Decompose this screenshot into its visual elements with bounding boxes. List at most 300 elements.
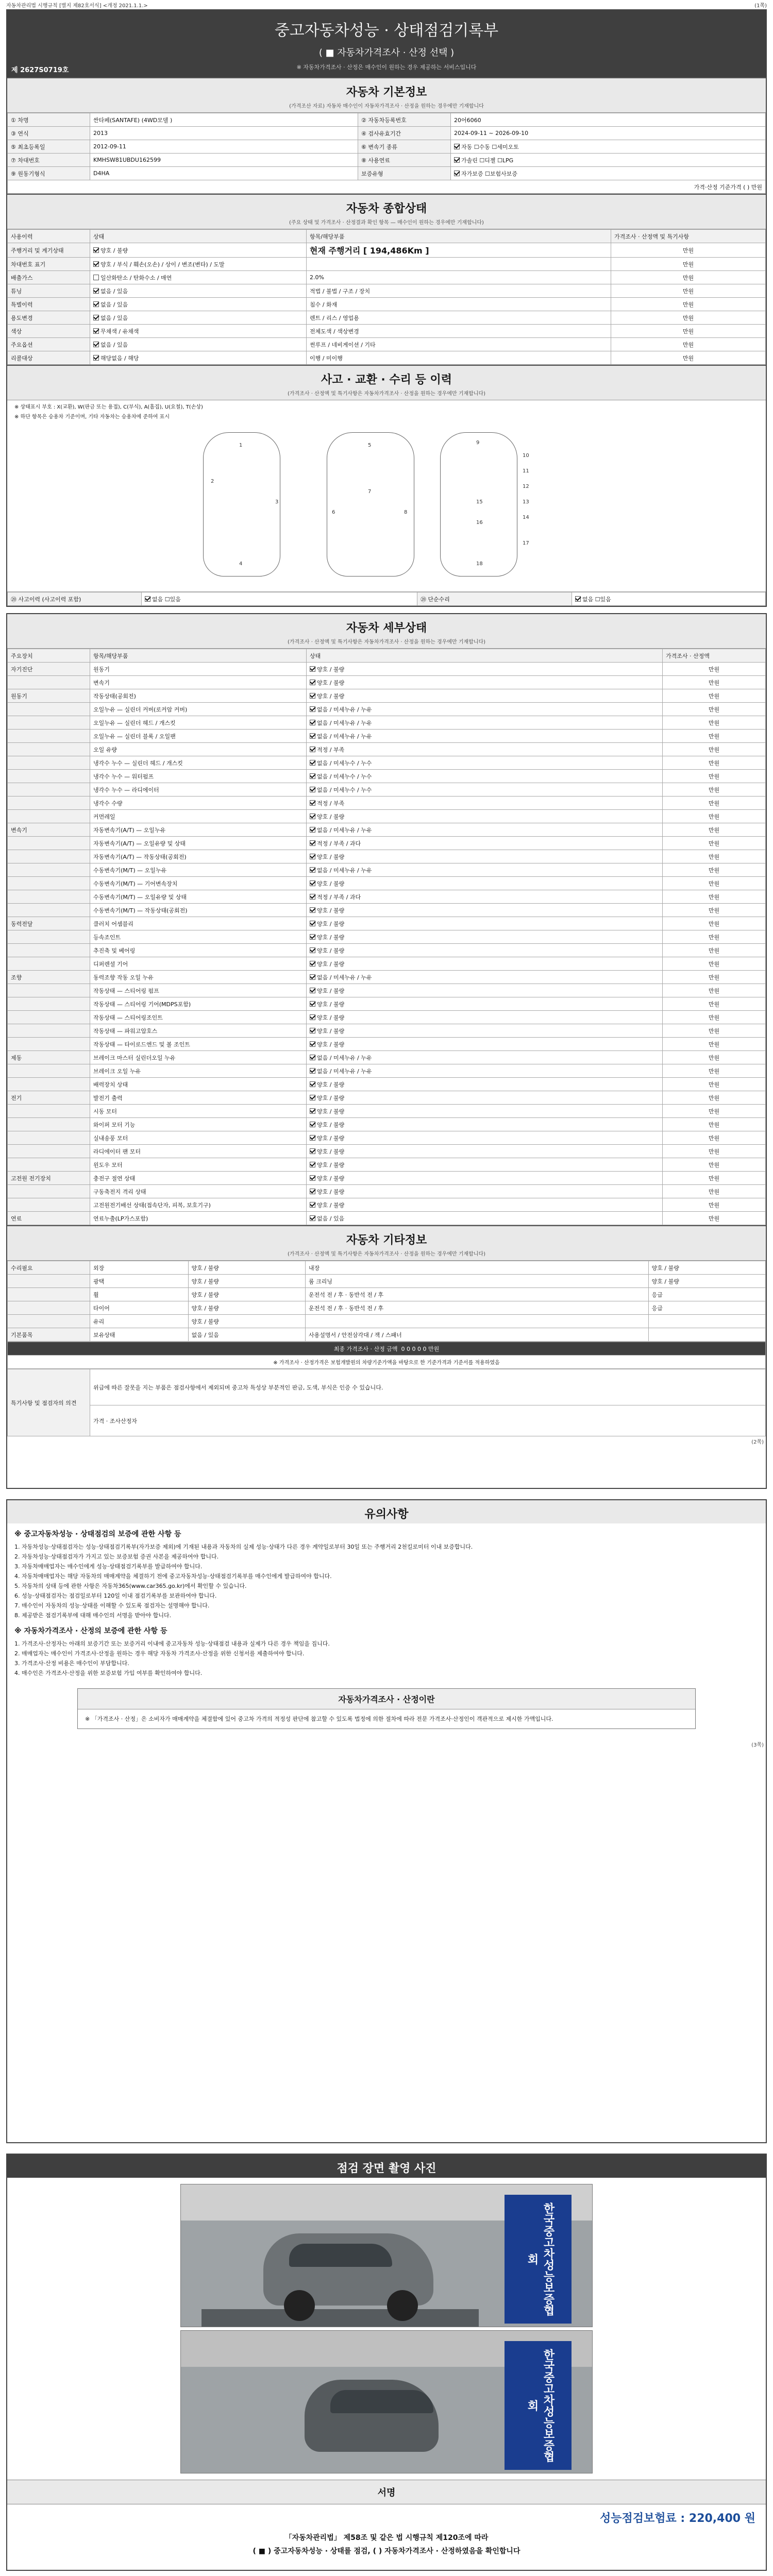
status-cell (307, 1145, 663, 1158)
car-top-view (327, 432, 414, 577)
cell-value: 2012-09-11 (90, 140, 358, 154)
page-3 (6, 1499, 767, 2143)
notice-item: 7. 매수인이 자동차의 성능·상태를 이해할 수 있도록 점검자는 설명해야 합니다. (14, 1602, 210, 1609)
checkbox[interactable] (93, 275, 99, 280)
cell-label: 조향 (8, 971, 90, 984)
checkbox[interactable] (310, 867, 315, 873)
table-row (8, 1078, 766, 1091)
checkbox[interactable] (310, 1215, 315, 1221)
checkbox[interactable] (310, 880, 315, 886)
part-number: 15 (476, 499, 483, 505)
status-cell (307, 1051, 663, 1064)
checkbox[interactable] (310, 666, 315, 672)
checkbox[interactable] (310, 1189, 315, 1194)
option-label: 없음 / 있음 (317, 1215, 345, 1222)
price-cell: 만원 (611, 243, 766, 258)
table-row (8, 1198, 766, 1212)
option-label: 양호 / 불량 (317, 1188, 345, 1195)
cell-label: ⑧ 사용연료 (358, 154, 451, 167)
table-row (8, 127, 766, 140)
checkbox[interactable] (310, 961, 315, 967)
checkbox[interactable] (310, 706, 315, 712)
checkbox[interactable] (93, 315, 99, 320)
cell-label: 변속기 (8, 823, 90, 837)
cell-label: ⑨ 원동기형식 (8, 167, 90, 180)
cell-label (8, 796, 90, 810)
cell-label: 연료 (8, 1212, 90, 1225)
part-number: 16 (476, 520, 483, 526)
cell-value: 전체도색 / 색상변경 (307, 325, 611, 338)
cell-label (8, 944, 90, 957)
checkbox[interactable] (310, 1108, 315, 1114)
table-row (8, 1051, 766, 1064)
column-header: 항목/해당부품 (90, 649, 307, 663)
cell-value (572, 592, 765, 606)
notice-item: 2. 매매업자는 매수인이 가격조사·산정을 원하는 경우 해당 자동차 가격조사·산정을 위한 신청서를 제출하여야 합니다. (14, 1650, 305, 1657)
checkbox[interactable] (93, 261, 99, 267)
table-row (8, 351, 766, 365)
section-title: 자동차 세부상태 (7, 614, 766, 637)
table-row (8, 716, 766, 730)
cell-value: 2013 (90, 127, 358, 140)
definition-text: ※ 「가격조사 · 산정」은 소비자가 매매계약을 체결함에 있어 중고차 가격의 적정성 판단에 참고할 수 있도록 법정에 의한 절차에 따라 전문 가격조사·산정인이 객관적으로 제시한 가액입니다. (85, 1716, 553, 1722)
price-base: 가격·산정 기준가격 ( ) 만원 (8, 180, 766, 194)
price-examiner: 가격 · 조사산정자 (90, 1405, 766, 1436)
table-row (8, 837, 766, 850)
table-row (8, 997, 766, 1011)
status-cell (307, 1172, 663, 1185)
checkbox[interactable] (310, 773, 315, 779)
cell-label: ① 차명 (8, 113, 90, 127)
option-label: 양호 / 불량 (317, 1134, 345, 1142)
price-cell: 만원 (663, 1024, 766, 1038)
insurance-fee: 성능점검보험료 : 220,400 원 (600, 2512, 755, 2525)
table-row (8, 592, 766, 606)
table-row (8, 730, 766, 743)
special-notes-text: 위급에 따른 잘못을 지는 부품은 점검사항에서 제외되며 중고차 특성상 부분적인 판금, 도색, 부식은 인증 수 있습니다. (90, 1369, 766, 1405)
cell-value: 작동상태 — 스티어링조인트 (90, 1011, 307, 1024)
form-reference-left: 자동차관리법 시행규칙 [별지 제82호서식] <개정 2021.1.1.> (6, 3, 148, 9)
option-label: 없음 / 미세누수 / 누수 (317, 759, 372, 767)
checkbox[interactable] (454, 144, 460, 149)
checkbox[interactable] (93, 301, 99, 307)
option-label: 양호 / 불량 (317, 1081, 345, 1088)
table-row (8, 1145, 766, 1158)
section-subtitle: (가격조사 · 산정액 및 특기사항은 자동차가격조사 · 산정을 원하는 경우에만 기재합니다) (7, 1249, 766, 1261)
price-cell: 만원 (663, 904, 766, 917)
checkbox[interactable] (93, 355, 99, 361)
table-row (8, 1261, 766, 1275)
column-header: 가격조사 · 산정액 (663, 649, 766, 663)
table-row (8, 606, 766, 607)
cell-label (8, 863, 90, 877)
special-notes-table (7, 1369, 766, 1436)
checkbox[interactable] (93, 328, 99, 334)
cell-label (8, 1118, 90, 1131)
option-label: 양호 / 불량 (317, 920, 345, 927)
table-row (8, 243, 766, 258)
notice-heading: ※ 자동차가격조사 · 산정의 보증에 관한 사항 등 (14, 1627, 167, 1635)
page-number: (2쪽) (751, 1439, 764, 1445)
cell-value: KMHSW81UBDU162599 (90, 154, 358, 167)
final-price-table (7, 1342, 766, 1369)
price-cell: 만원 (663, 1078, 766, 1091)
option-label: 적정 / 부족 / 과다 (317, 893, 361, 901)
checkbox[interactable] (310, 1068, 315, 1074)
price-cell: 만원 (663, 850, 766, 863)
cell-value (142, 606, 572, 607)
checkbox[interactable] (310, 907, 315, 913)
legal-line-2: ( ■ ) 중고자동차성능 · 상태를 점검, ( ) 자동차가격조사 · 산정하였음을 확인합니다 (253, 2547, 520, 2555)
checkbox[interactable] (310, 1122, 315, 1127)
option-label: 양호 / 불량 (317, 1041, 345, 1048)
accident-rank-table (7, 592, 766, 607)
price-cell: 만원 (611, 338, 766, 351)
cell-label (8, 743, 90, 756)
checkbox[interactable] (310, 921, 315, 926)
price-cell: 만원 (663, 1185, 766, 1198)
table-row (8, 1342, 766, 1355)
page-indicator: (1쪽) (754, 3, 767, 9)
price-cell: 만원 (663, 1051, 766, 1064)
checkbox[interactable] (310, 1014, 315, 1020)
status-cell (307, 756, 663, 770)
photos-title: 점검 장면 촬영 사진 (7, 2155, 766, 2178)
price-cell: 만원 (663, 1118, 766, 1131)
status-cell (307, 890, 663, 904)
checkbox[interactable] (310, 693, 315, 699)
cell-label: ③ 연식 (8, 127, 90, 140)
checkbox[interactable] (310, 800, 315, 806)
cell-label (8, 1288, 90, 1301)
final-price-label: 최종 가격조사 · 산정 금액 (333, 1345, 398, 1352)
legend-note: ※ 하단 항목은 승용차 기준이며, 기타 자동차는 승용차에 준하여 표시 (14, 414, 170, 420)
notice-item: 1. 가격조사·산정자는 아래의 보증기간 또는 보증거리 이내에 중고자동차 성능·상태점검 내용과 실제가 다른 경우 책임을 집니다. (14, 1640, 330, 1647)
cell-value (451, 167, 766, 180)
part-number: 7 (368, 489, 372, 495)
option-label: 적정 / 부족 / 과다 (317, 840, 361, 847)
checkbox[interactable] (310, 1041, 315, 1047)
checkbox[interactable] (310, 680, 315, 685)
cell-label (8, 730, 90, 743)
notice-item: 4. 자동차매매업자는 해당 자동차의 매매계약을 체결하기 전에 중고자동차성능·상태점검기록부를 매수인에게 발급하여야 합니다. (14, 1573, 332, 1580)
photo-car (305, 2380, 439, 2452)
checkbox[interactable] (310, 840, 315, 846)
table-row (8, 140, 766, 154)
cell-label: ⑳ 사고이력 (사고이력 포함) (8, 592, 142, 606)
table-header-row (8, 649, 766, 663)
document-number: 제 2627S0719호 (11, 66, 69, 74)
checkbox[interactable] (310, 720, 315, 725)
table-row (8, 1118, 766, 1131)
part-number: 5 (368, 443, 372, 448)
table-row (8, 783, 766, 796)
part-number: 4 (239, 561, 243, 567)
table-row (8, 756, 766, 770)
option-label: 없음 / 있음 (100, 301, 128, 308)
photo-lift (201, 2309, 479, 2327)
cell-value: 수동변속기(M/T) — 오일누유 (90, 863, 307, 877)
table-row (8, 796, 766, 810)
option-label: 없음 / 미세누유 / 누유 (317, 706, 372, 713)
checkbox[interactable] (310, 747, 315, 752)
checkbox[interactable] (93, 288, 99, 294)
table-row (8, 984, 766, 997)
checkbox[interactable] (454, 171, 460, 176)
price-cell: 만원 (663, 1038, 766, 1051)
checkbox[interactable] (310, 827, 315, 833)
status-cell (307, 810, 663, 823)
option-label: 없음 ☐있음 (152, 596, 181, 603)
checkbox[interactable] (93, 247, 99, 253)
checkbox[interactable] (310, 1202, 315, 1208)
price-cell: 만원 (663, 1011, 766, 1024)
status-cell (307, 984, 663, 997)
status-cell (307, 783, 663, 796)
cell-label (8, 850, 90, 863)
checkbox[interactable] (310, 733, 315, 739)
table-row (8, 1328, 766, 1342)
cell-label (8, 606, 142, 607)
cell-label (8, 904, 90, 917)
table-row (8, 770, 766, 783)
status-cell (307, 863, 663, 877)
notice-item: 1. 자동차성능·상태점검자는 성능·상태점검기록부(자가보증 제외)에 기재된 내용과 자동차의 실제 성능·상태가 다른 경우 계약일로부터 30일 또는 주행거리 2천킬로미터 이내 보증합니다. (14, 1544, 473, 1550)
cell-value: 와이퍼 모터 기능 (90, 1118, 307, 1131)
table-row (8, 1301, 766, 1315)
option-label: 자동 ☐수동 ☐세미오토 (461, 143, 519, 150)
final-price-note: ※ 가격조사 · 산정가격은 보험개발원의 차량기준가액을 바탕으로 한 기준가격과 기준서를 적용하였음 (8, 1355, 766, 1369)
option-label: 일산화탄소 / 탄화수소 / 매연 (100, 274, 172, 281)
status-cell (307, 850, 663, 863)
cell-value (648, 1328, 765, 1342)
cell-value (90, 325, 307, 338)
cell-value (90, 311, 307, 325)
cell-value: 응급 (648, 1288, 765, 1301)
price-cell: 만원 (663, 1158, 766, 1172)
cell-label: 수리필요 (8, 1261, 90, 1275)
cell-value: 양호 / 불량 (188, 1275, 305, 1288)
part-number: 13 (523, 499, 529, 505)
status-cell (307, 1212, 663, 1225)
table-row (8, 944, 766, 957)
table-row (8, 1315, 766, 1328)
checkbox[interactable] (93, 342, 99, 347)
notice-item: 5. 자동차의 상태 등에 관한 사항은 자동차365(www.car365.go.kr)에서 확인할 수 있습니다. (14, 1583, 247, 1589)
status-cell (307, 1185, 663, 1198)
checkbox[interactable] (310, 1055, 315, 1060)
option-label: 가솔린 ☐디젤 ☐LPG (461, 157, 514, 164)
status-cell (307, 837, 663, 850)
status-cell (307, 1011, 663, 1024)
table-row (8, 298, 766, 311)
status-cell (307, 1064, 663, 1078)
option-label: 양호 / 불량 (317, 1121, 345, 1128)
checkbox[interactable] (310, 934, 315, 940)
checkbox[interactable] (310, 1175, 315, 1181)
cell-value: 냉각수 누수 — 워터펌프 (90, 770, 307, 783)
cell-label (8, 1064, 90, 1078)
price-cell: 만원 (663, 689, 766, 703)
part-number: 6 (332, 510, 335, 515)
page-number: (3쪽) (751, 1742, 764, 1748)
detail-status-table (7, 649, 766, 1225)
checkbox[interactable] (310, 814, 315, 819)
cell-value: 변속기 (90, 676, 307, 689)
notice-item: 3. 자동차매매업자는 매수인에게 성능·상태점검기록부를 발급하여야 합니다. (14, 1563, 203, 1570)
status-cell (307, 944, 663, 957)
option-label: 양호 / 불량 (317, 1175, 345, 1182)
cell-value: 운전석 전 / 후 · 동반석 전 / 후 (305, 1288, 648, 1301)
cell-label (8, 997, 90, 1011)
cell-value: 외장 (90, 1261, 189, 1275)
checkbox[interactable] (310, 760, 315, 766)
definition-box (77, 1688, 696, 1729)
checkbox[interactable] (310, 894, 315, 900)
table-header-row (8, 230, 766, 243)
status-cell (307, 917, 663, 930)
option-label: 양호 / 불량 (317, 1094, 345, 1101)
photo-wheel (387, 2290, 418, 2321)
cell-value: 원동기 (90, 663, 307, 676)
checkbox[interactable] (310, 1095, 315, 1100)
checkbox[interactable] (454, 157, 460, 163)
part-number: 9 (476, 440, 480, 446)
cell-value (648, 1315, 765, 1328)
option-label: 양호 / 불량 (317, 1161, 345, 1168)
price-cell: 만원 (663, 743, 766, 756)
form-title: 중고자동차성능 · 상태점검기록부 (274, 22, 499, 40)
checkbox[interactable] (310, 988, 315, 993)
checkbox[interactable] (310, 1148, 315, 1154)
cell-value: 싼타페(SANTAFE) (4WD모델 ) (90, 113, 358, 127)
cell-value: 실내송풍 모터 (90, 1131, 307, 1145)
cell-value (305, 1315, 648, 1328)
notice-item: 3. 가격조사·산정 비용은 매수인이 부담합니다. (14, 1660, 129, 1667)
checkbox[interactable] (145, 596, 150, 602)
option-label: 양호 / 불량 (317, 960, 345, 968)
cell-label (8, 1145, 90, 1158)
checkbox[interactable] (310, 1135, 315, 1141)
option-label: 없음 ☐있음 (582, 596, 611, 603)
cell-value: 고전원전기배선 상태(접속단자, 피복, 보호기구) (90, 1198, 307, 1212)
checkbox[interactable] (310, 974, 315, 980)
option-label: 없음 / 미세누유 / 누유 (317, 826, 372, 834)
final-price-value: 0 0 0 0 0 만원 (401, 1345, 440, 1352)
cell-label: 주행거리 및 계기상태 (8, 243, 90, 258)
checkbox[interactable] (310, 947, 315, 953)
table-row (8, 271, 766, 284)
cell-label: ⑤ 최초등록일 (8, 140, 90, 154)
table-row (8, 850, 766, 863)
table-row (8, 971, 766, 984)
status-cell (307, 663, 663, 676)
cell-value: 보유상태 (90, 1328, 189, 1342)
cell-value: 수동변속기(M/T) — 오일유량 및 상태 (90, 890, 307, 904)
notice-item: 2. 자동차성능·상태점검자가 가지고 있는 보증보험 증권 사본을 제공하여야 합니다. (14, 1553, 219, 1560)
basic-info-section (7, 77, 766, 194)
option-label: 적정 / 부족 (317, 800, 345, 807)
price-cell: 만원 (663, 730, 766, 743)
table-row (8, 338, 766, 351)
cell-value: 작동상태 — 타이로드엔드 및 볼 조인트 (90, 1038, 307, 1051)
option-label: 없음 / 미세누수 / 누수 (317, 786, 372, 793)
checkbox[interactable] (575, 596, 581, 602)
part-number: 12 (523, 484, 529, 489)
table-row (8, 703, 766, 716)
cell-value: D4HA (90, 167, 358, 180)
checkbox[interactable] (310, 1081, 315, 1087)
page-1 (6, 9, 767, 607)
cell-value: 양호 / 불량 (648, 1275, 765, 1288)
price-cell: 만원 (611, 271, 766, 284)
table-row (8, 325, 766, 338)
table-row (8, 1011, 766, 1024)
cell-value: 작동상태 — 스티어링 펌프 (90, 984, 307, 997)
price-cell: 만원 (611, 325, 766, 338)
cell-value: 2024-09-11 ~ 2026-09-10 (451, 127, 766, 140)
cell-label: ⑥ 변속기 종류 (358, 140, 451, 154)
cell-value: 썬루프 / 네비게이션 / 기타 (307, 338, 611, 351)
price-cell: 만원 (663, 716, 766, 730)
checkbox[interactable] (310, 1028, 315, 1033)
checkbox[interactable] (310, 787, 315, 792)
price-cell: 만원 (663, 1198, 766, 1212)
inspection-photo (180, 2330, 593, 2473)
status-cell (307, 1118, 663, 1131)
inspection-photo (180, 2184, 593, 2327)
price-cell: 만원 (663, 837, 766, 850)
option-label: 양호 / 불량 (317, 692, 345, 700)
price-cell: 만원 (663, 1064, 766, 1078)
price-cell: 만원 (663, 1131, 766, 1145)
price-cell (572, 606, 765, 607)
status-cell (307, 1158, 663, 1172)
page-2 (6, 613, 767, 1489)
table-row (8, 810, 766, 823)
option-label: 양호 / 불량 (317, 947, 345, 954)
price-cell: 만원 (663, 676, 766, 689)
checkbox[interactable] (310, 1001, 315, 1007)
option-label: 없음 / 미세누유 / 누유 (317, 974, 372, 981)
column-header: 상태 (307, 649, 663, 663)
cell-label: 전기 (8, 1091, 90, 1105)
checkbox[interactable] (310, 854, 315, 859)
option-label: 양호 / 불량 (317, 907, 345, 914)
option-label: 없음 / 있음 (100, 314, 128, 321)
price-cell: 만원 (663, 770, 766, 783)
table-row (8, 1212, 766, 1225)
status-cell (307, 1024, 663, 1038)
table-row (8, 1185, 766, 1198)
other-info-table (7, 1261, 766, 1342)
section-title: 자동차 종합상태 (7, 195, 766, 218)
cell-value: 렌트 / 리스 / 영업용 (307, 311, 611, 325)
cell-label: ② 자동차등록번호 (358, 113, 451, 127)
status-cell (307, 930, 663, 944)
cell-value: 윈도우 모터 (90, 1158, 307, 1172)
checkbox[interactable] (310, 1162, 315, 1167)
part-number: 14 (523, 515, 529, 520)
cell-value: 작동상태 — 파워고압호스 (90, 1024, 307, 1038)
cell-label: 고전원 전기장치 (8, 1172, 90, 1185)
cell-label: 특기사항 및 점검자의 의견 (8, 1369, 90, 1436)
cell-value: 자동변속기(A/T) — 작동상태(공회전) (90, 850, 307, 863)
price-cell: 만원 (663, 1145, 766, 1158)
part-number: 3 (275, 499, 279, 505)
cell-value: 2.0% (307, 271, 611, 284)
cell-value: 냉각수 수량 (90, 796, 307, 810)
